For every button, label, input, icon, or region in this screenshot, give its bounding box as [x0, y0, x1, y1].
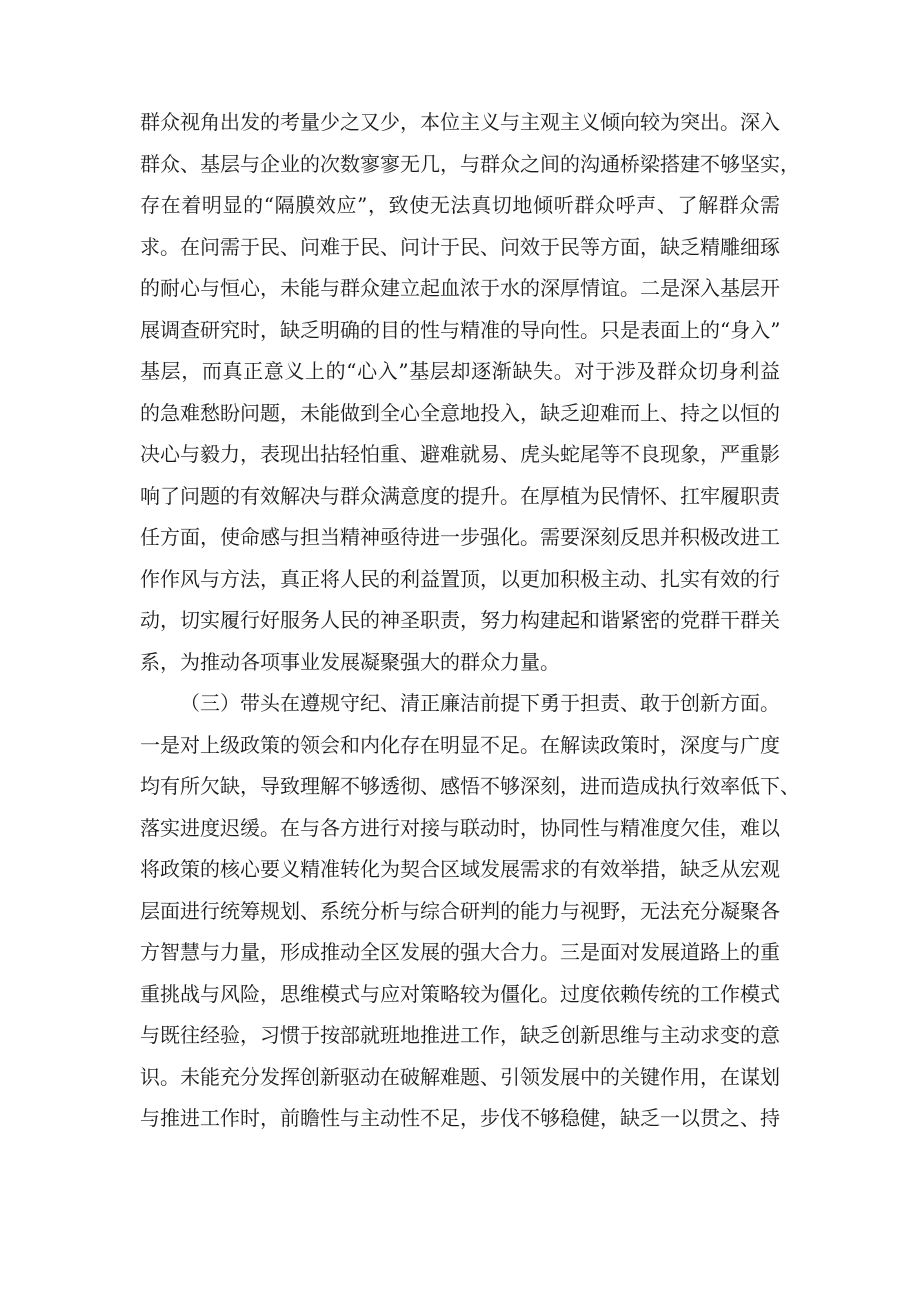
text-line: 与推进工作时，前瞻性与主动性不足，步伐不够稳健，缺乏一以贯之、持 — [140, 1106, 780, 1130]
text-line: 作作风与方法，真正将人民的利益置顶，以更加积极主动、扎实有效的行 — [140, 566, 780, 591]
text-line: 一是对上级政策的领会和内化存在明显不足。在解读政策时，深度与广度 — [140, 732, 780, 757]
text-line: 展调查研究时，缺乏明确的目的性与精准的导向性。只是表面上的“身入” — [140, 317, 781, 342]
text-line: 群众视角出发的考量少之又少，本位主义与主观主义倾向较为突出。深入 — [140, 110, 780, 134]
text-line: 存在着明显的“隔膜效应”，致使无法真切地倾听群众呼声、了解群众需 — [140, 193, 780, 217]
text-line: 系，为推动各项事业发展凝聚强大的群众力量。 — [140, 649, 560, 674]
text-line: 的耐心与恒心，未能与群众建立起血浓于水的深厚情谊。二是深入基层开 — [140, 276, 780, 300]
text-line: 决心与毅力，表现出拈轻怕重、避难就易、虎头蛇尾等不良现象，严重影 — [140, 442, 780, 466]
text-line: 响了问题的有效解决与群众满意度的提升。在厚植为民情怀、扛牢履职责 — [140, 483, 780, 508]
text-line: 将政策的核心要义精准转化为契合区域发展需求的有效举措，缺乏从宏观 — [140, 857, 780, 881]
text-line: 均有所欠缺，导致理解不够透彻、感悟不够深刻，进而造成执行效率低下、 — [140, 774, 800, 798]
document-body — [140, 102, 800, 1140]
text-line: 群众、基层与企业的次数寥寥无几，与群众之间的沟通桥梁搭建不够坚实， — [140, 151, 800, 176]
text-line: 基层，而真正意义上的“心入”基层却逐渐缺失。对于涉及群众切身利益 — [140, 359, 780, 383]
text-line: 方智慧与力量，形成推动全区发展的强大合力。三是面对发展道路上的重 — [140, 940, 780, 964]
text-line: 重挑战与风险，思维模式与应对策略较为僵化。过度依赖传统的工作模式 — [140, 981, 780, 1006]
text-line: 识。未能充分发挥创新驱动在破解难题、引领发展中的关键作用，在谋划 — [140, 1064, 780, 1089]
section-heading: （三）带头在遵规守纪、清正廉洁前提下勇于担责、敢于创新方面。 — [180, 691, 780, 715]
text-line: 与既往经验，习惯于按部就班地推进工作，缺乏创新思维与主动求变的意 — [140, 1023, 780, 1047]
text-line: 任方面，使命感与担当精神亟待进一步强化。需要深刻反思并积极改进工 — [140, 525, 780, 549]
text-line: 层面进行统筹规划、系统分析与综合研判的能力与视野，无法充分凝聚各 — [140, 898, 780, 923]
text-line: 落实进度迟缓。在与各方进行对接与联动时，协同性与精准度欠佳，难以 — [140, 815, 780, 840]
text-line: 的急难愁盼问题，未能做到全心全意地投入，缺乏迎难而上、持之以恒的 — [140, 400, 780, 425]
paragraph-1 — [140, 102, 800, 683]
text-line: 动，切实履行好服务人民的神圣职责，努力构建起和谐紧密的党群干群关 — [140, 608, 780, 632]
paragraph-2 — [140, 683, 800, 1140]
text-line: 求。在问需于民、问难于民、问计于民、问效于民等方面，缺乏精雕细琢 — [140, 234, 780, 259]
